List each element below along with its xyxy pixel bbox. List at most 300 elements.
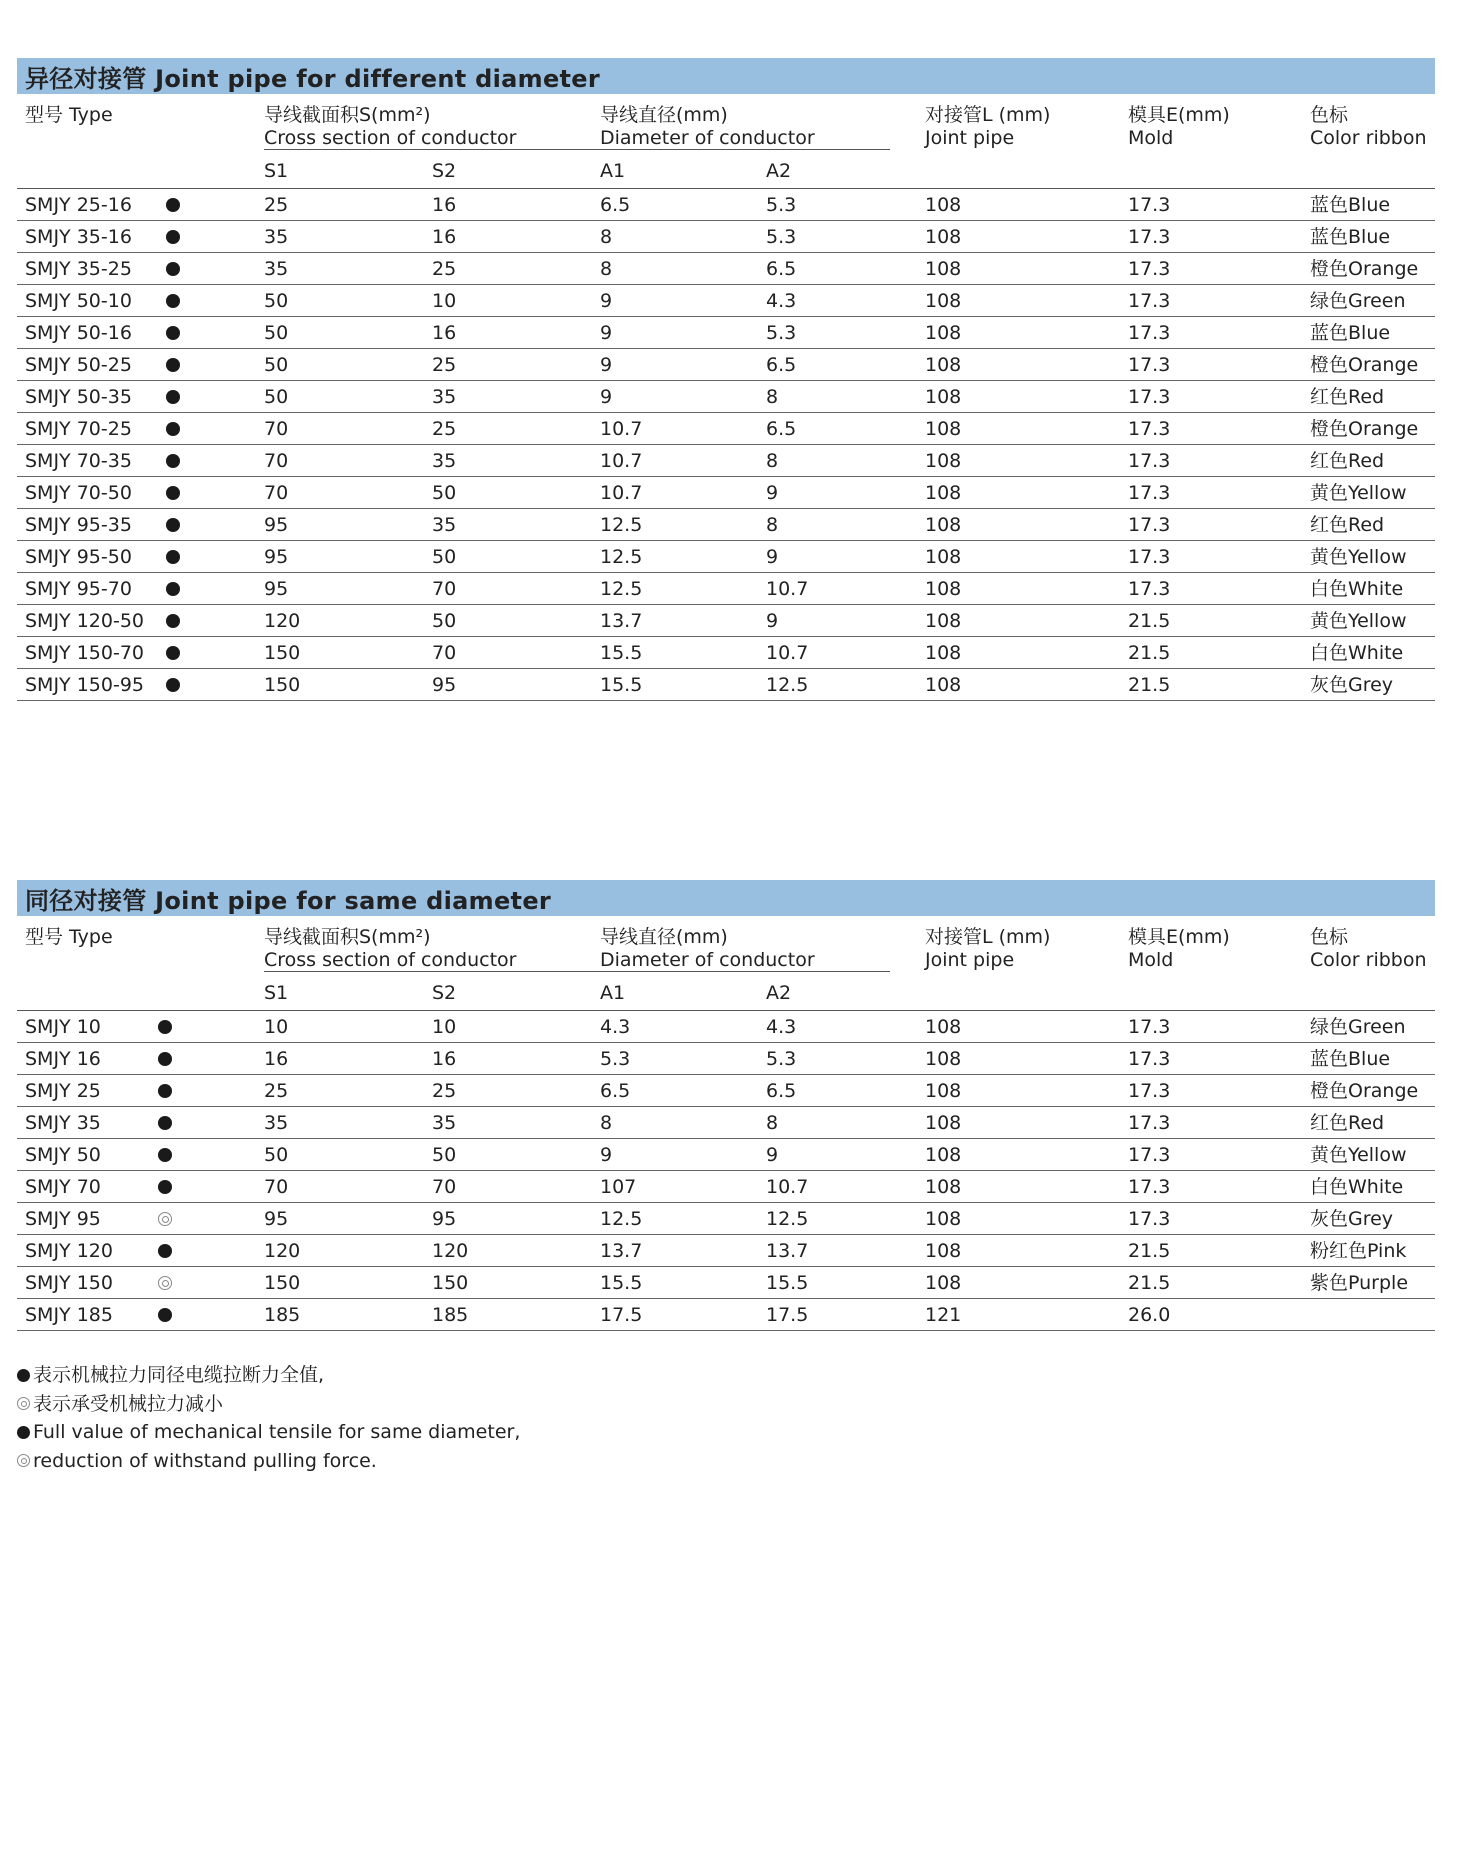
cell-type: SMJY 95-50: [25, 546, 132, 568]
filled-dot-icon: [17, 1426, 30, 1439]
cell-color: 橙色Orange: [1310, 354, 1419, 376]
cell-l: 108: [925, 674, 962, 696]
filled-dot-icon: [166, 390, 180, 404]
cell-a1: 12.5: [600, 546, 643, 568]
cell-s2: 120: [432, 1240, 469, 1262]
cell-color: 黄色Yellow: [1310, 482, 1407, 504]
cell-s2: 70: [432, 642, 457, 664]
cell-a1: 17.5: [600, 1304, 643, 1326]
filled-dot-icon: [166, 678, 180, 692]
cell-s1: 16: [264, 1048, 289, 1070]
table-row: [17, 1203, 1435, 1235]
cell-e: 17.3: [1128, 450, 1171, 472]
cell-type: SMJY 120-50: [25, 610, 145, 632]
cell-e: 17.3: [1128, 514, 1171, 536]
cell-a1: 6.5: [600, 1080, 631, 1102]
cell-s2: 25: [432, 354, 457, 376]
section-different-diameter: [17, 58, 1435, 701]
cell-type: SMJY 35-25: [25, 258, 132, 280]
cell-l: 108: [925, 514, 962, 536]
table-row: [17, 1139, 1435, 1171]
header-joint-pipe: [925, 926, 1050, 972]
cell-s1: 70: [264, 1176, 289, 1198]
cell-e: 17.3: [1128, 1048, 1171, 1070]
cell-s1: 150: [264, 1272, 301, 1294]
filled-dot-icon: [166, 358, 180, 372]
cell-l: 108: [925, 642, 962, 664]
cell-s2: 16: [432, 1048, 457, 1070]
cell-a2: 5.3: [766, 194, 797, 216]
cell-a1: 4.3: [600, 1016, 631, 1038]
header-s1: S1: [264, 160, 289, 182]
cell-type: SMJY 150-95: [25, 674, 145, 696]
filled-dot-icon: [166, 198, 180, 212]
cell-e: 21.5: [1128, 1240, 1171, 1262]
table-row: [17, 349, 1435, 381]
table-row: [17, 445, 1435, 477]
filled-dot-icon: [166, 262, 180, 276]
cell-s2: 50: [432, 546, 457, 568]
cell-a1: 5.3: [600, 1048, 631, 1070]
filled-dot-icon: [166, 326, 180, 340]
cell-color: 橙色Orange: [1310, 1080, 1419, 1102]
cell-s2: 25: [432, 418, 457, 440]
section-title: 异径对接管 Joint pipe for different diameter: [17, 58, 1435, 94]
filled-dot-icon: [158, 1020, 172, 1034]
cell-a2: 15.5: [766, 1272, 809, 1294]
cell-type: SMJY 16: [25, 1048, 101, 1070]
cell-color: 黄色Yellow: [1310, 546, 1407, 568]
filled-dot-icon: [166, 294, 180, 308]
cell-l: 108: [925, 578, 962, 600]
cell-e: 17.3: [1128, 418, 1171, 440]
cell-e: 17.3: [1128, 322, 1171, 344]
header-color: [1310, 104, 1427, 150]
cell-e: 17.3: [1128, 386, 1171, 408]
cell-color: 红色Red: [1310, 514, 1385, 536]
header-cross-cn: 导线截面积S(mm²): [264, 926, 431, 948]
cell-s2: 95: [432, 1208, 457, 1230]
cell-s2: 16: [432, 226, 457, 248]
cell-type: SMJY 95: [25, 1208, 101, 1230]
cell-s2: 70: [432, 1176, 457, 1198]
section-same-diameter: [17, 880, 1435, 1331]
cell-type: SMJY 50: [25, 1144, 101, 1166]
cell-a2: 4.3: [766, 1016, 797, 1038]
double-circle-icon: [17, 1397, 30, 1410]
table-row: [17, 1299, 1435, 1331]
cell-type: SMJY 70: [25, 1176, 101, 1198]
cell-a1: 10.7: [600, 450, 643, 472]
cell-s2: 50: [432, 482, 457, 504]
legend-text: 表示承受机械拉力减小: [33, 1392, 224, 1415]
cell-s2: 50: [432, 1144, 457, 1166]
header-diam-en: Diameter of conductor: [600, 127, 815, 149]
cell-color: 紫色Purple: [1310, 1272, 1409, 1294]
cell-type: SMJY 120: [25, 1240, 113, 1262]
cell-a2: 5.3: [766, 226, 797, 248]
cell-l: 108: [925, 258, 962, 280]
cell-type: SMJY 50-10: [25, 290, 132, 312]
double-circle-icon: [158, 1276, 172, 1290]
table-row: [17, 1011, 1435, 1043]
cell-type: SMJY 95-35: [25, 514, 132, 536]
cell-type: SMJY 25: [25, 1080, 101, 1102]
cell-s2: 16: [432, 194, 457, 216]
cell-s1: 25: [264, 1080, 289, 1102]
cell-type: SMJY 150: [25, 1272, 113, 1294]
subheader-divider: [264, 149, 890, 150]
header-diam-cn: 导线直径(mm): [600, 104, 728, 126]
cell-color: 白色White: [1310, 578, 1404, 600]
cell-s1: 70: [264, 418, 289, 440]
cell-l: 108: [925, 1080, 962, 1102]
cell-s1: 50: [264, 386, 289, 408]
cell-a1: 10.7: [600, 482, 643, 504]
cell-s1: 95: [264, 578, 289, 600]
header-mold: [1128, 104, 1230, 150]
cell-type: SMJY 70-50: [25, 482, 132, 504]
cell-type: SMJY 185: [25, 1304, 113, 1326]
cell-type: SMJY 70-25: [25, 418, 132, 440]
table-body: [17, 189, 1435, 701]
cell-s1: 120: [264, 610, 301, 632]
table-row: [17, 413, 1435, 445]
cell-a1: 8: [600, 226, 613, 248]
header-color-en: Color ribbon: [1310, 949, 1427, 971]
cell-a1: 12.5: [600, 578, 643, 600]
cell-e: 17.3: [1128, 482, 1171, 504]
cell-a2: 6.5: [766, 418, 797, 440]
cell-type: SMJY 50-16: [25, 322, 132, 344]
cell-s1: 95: [264, 546, 289, 568]
cell-type: SMJY 70-35: [25, 450, 132, 472]
cell-l: 108: [925, 1112, 962, 1134]
cell-l: 108: [925, 322, 962, 344]
cell-color: 橙色Orange: [1310, 418, 1419, 440]
cell-l: 108: [925, 1016, 962, 1038]
header-mold-cn: 模具E(mm): [1128, 104, 1230, 126]
cell-l: 108: [925, 1240, 962, 1262]
cell-e: 26.0: [1128, 1304, 1171, 1326]
cell-a2: 8: [766, 450, 779, 472]
header-cross-cn: 导线截面积S(mm²): [264, 104, 431, 126]
cell-a1: 9: [600, 1144, 613, 1166]
cell-s1: 50: [264, 1144, 289, 1166]
cell-s1: 50: [264, 322, 289, 344]
header-diameter: [600, 926, 815, 972]
cell-a2: 9: [766, 546, 779, 568]
cell-a2: 10.7: [766, 1176, 809, 1198]
legend-line: [17, 1418, 520, 1447]
filled-dot-icon: [166, 230, 180, 244]
cell-l: 108: [925, 1144, 962, 1166]
section-title: 同径对接管 Joint pipe for same diameter: [17, 880, 1435, 916]
cell-s1: 35: [264, 258, 289, 280]
cell-s2: 150: [432, 1272, 469, 1294]
header-type: 型号 Type: [25, 926, 113, 948]
cell-a2: 6.5: [766, 258, 797, 280]
cell-a2: 9: [766, 610, 779, 632]
cell-s1: 95: [264, 1208, 289, 1230]
table-row: [17, 477, 1435, 509]
cell-a2: 4.3: [766, 290, 797, 312]
filled-dot-icon: [158, 1308, 172, 1322]
table-header: [17, 94, 1435, 189]
legend-line: [17, 1390, 520, 1419]
cell-a1: 9: [600, 290, 613, 312]
filled-dot-icon: [166, 582, 180, 596]
cell-l: 108: [925, 418, 962, 440]
header-diameter: [600, 104, 815, 150]
table-row: [17, 221, 1435, 253]
cell-type: SMJY 50-25: [25, 354, 132, 376]
table-row: [17, 541, 1435, 573]
table-body: [17, 1011, 1435, 1331]
cell-e: 17.3: [1128, 1112, 1171, 1134]
cell-l: 108: [925, 354, 962, 376]
cell-s1: 50: [264, 354, 289, 376]
filled-dot-icon: [158, 1052, 172, 1066]
double-circle-icon: [158, 1212, 172, 1226]
cell-a1: 15.5: [600, 674, 643, 696]
cell-s2: 185: [432, 1304, 469, 1326]
header-cross-en: Cross section of conductor: [264, 127, 517, 149]
cell-a1: 6.5: [600, 194, 631, 216]
double-circle-icon: [17, 1454, 30, 1467]
cell-a1: 15.5: [600, 1272, 643, 1294]
header-s2: S2: [432, 160, 457, 182]
filled-dot-icon: [158, 1148, 172, 1162]
subheader-divider: [264, 971, 890, 972]
cell-a1: 10.7: [600, 418, 643, 440]
header-a2: A2: [766, 982, 792, 1004]
filled-dot-icon: [166, 422, 180, 436]
legend-text: Full value of mechanical tensile for same diameter,: [33, 1421, 521, 1443]
cell-type: SMJY 10: [25, 1016, 101, 1038]
header-a2: A2: [766, 160, 792, 182]
cell-l: 108: [925, 1208, 962, 1230]
header-color-cn: 色标: [1310, 104, 1349, 126]
cell-color: 红色Red: [1310, 450, 1385, 472]
cell-color: 绿色Green: [1310, 1016, 1406, 1038]
cell-l: 108: [925, 482, 962, 504]
legend-text: 表示机械拉力同径电缆拉断力全值,: [33, 1364, 325, 1386]
cell-a1: 8: [600, 1112, 613, 1134]
cell-a1: 9: [600, 386, 613, 408]
cell-e: 21.5: [1128, 674, 1171, 696]
cell-color: 白色White: [1310, 1176, 1404, 1198]
cell-s1: 120: [264, 1240, 301, 1262]
cell-e: 17.3: [1128, 1176, 1171, 1198]
cell-e: 17.3: [1128, 1016, 1171, 1038]
filled-dot-icon: [158, 1116, 172, 1130]
cell-e: 17.3: [1128, 354, 1171, 376]
header-joint-cn: 对接管L (mm): [925, 104, 1051, 126]
cell-color: 灰色Grey: [1310, 1208, 1394, 1230]
cell-l: 108: [925, 1048, 962, 1070]
cell-s1: 35: [264, 226, 289, 248]
cell-color: 红色Red: [1310, 386, 1385, 408]
header-a1: A1: [600, 160, 626, 182]
cell-color: 橙色Orange: [1310, 258, 1419, 280]
cell-a2: 9: [766, 482, 779, 504]
cell-s1: 95: [264, 514, 289, 536]
cell-type: SMJY 25-16: [25, 194, 132, 216]
cell-e: 17.3: [1128, 258, 1171, 280]
header-mold: [1128, 926, 1230, 972]
cell-l: 108: [925, 450, 962, 472]
cell-color: 蓝色Blue: [1310, 226, 1391, 248]
table-row: [17, 1171, 1435, 1203]
cell-l: 108: [925, 1272, 962, 1294]
cell-e: 17.3: [1128, 1080, 1171, 1102]
cell-s1: 150: [264, 642, 301, 664]
header-color-cn: 色标: [1310, 926, 1349, 948]
table-row: [17, 1075, 1435, 1107]
table-row: [17, 509, 1435, 541]
header-color-en: Color ribbon: [1310, 127, 1427, 149]
cell-s2: 10: [432, 1016, 457, 1038]
cell-a2: 12.5: [766, 1208, 809, 1230]
filled-dot-icon: [166, 486, 180, 500]
cell-color: 蓝色Blue: [1310, 322, 1391, 344]
cell-s1: 70: [264, 450, 289, 472]
cell-a2: 10.7: [766, 578, 809, 600]
cell-l: 108: [925, 226, 962, 248]
table-row: [17, 573, 1435, 605]
cell-a1: 13.7: [600, 610, 643, 632]
legend: [17, 1361, 520, 1475]
legend-line: [17, 1447, 520, 1476]
cell-a2: 17.5: [766, 1304, 809, 1326]
cell-s1: 50: [264, 290, 289, 312]
header-mold-cn: 模具E(mm): [1128, 926, 1230, 948]
table-row: [17, 605, 1435, 637]
cell-e: 21.5: [1128, 610, 1171, 632]
cell-e: 17.3: [1128, 290, 1171, 312]
cell-s2: 70: [432, 578, 457, 600]
cell-a2: 10.7: [766, 642, 809, 664]
cell-s1: 10: [264, 1016, 289, 1038]
header-joint-en: Joint pipe: [925, 949, 1015, 971]
header-joint-pipe: [925, 104, 1050, 150]
cell-s2: 50: [432, 610, 457, 632]
filled-dot-icon: [158, 1244, 172, 1258]
cell-a1: 12.5: [600, 514, 643, 536]
cell-a2: 8: [766, 1112, 779, 1134]
cell-color: 黄色Yellow: [1310, 610, 1407, 632]
table-row: [17, 285, 1435, 317]
cell-l: 108: [925, 546, 962, 568]
cell-s2: 35: [432, 514, 457, 536]
cell-l: 121: [925, 1304, 962, 1326]
cell-a2: 9: [766, 1144, 779, 1166]
header-cross-section: [264, 926, 517, 972]
cell-s1: 25: [264, 194, 289, 216]
cell-s2: 35: [432, 386, 457, 408]
cell-e: 17.3: [1128, 1208, 1171, 1230]
cell-l: 108: [925, 610, 962, 632]
table-row: [17, 1043, 1435, 1075]
cell-type: SMJY 95-70: [25, 578, 132, 600]
header-cross-section: [264, 104, 517, 150]
table-row: [17, 637, 1435, 669]
cell-a1: 12.5: [600, 1208, 643, 1230]
header-diam-cn: 导线直径(mm): [600, 926, 728, 948]
cell-color: 绿色Green: [1310, 290, 1406, 312]
cell-s2: 35: [432, 1112, 457, 1134]
cell-a2: 5.3: [766, 322, 797, 344]
cell-color: 蓝色Blue: [1310, 1048, 1391, 1070]
cell-s2: 95: [432, 674, 457, 696]
header-type: 型号 Type: [25, 104, 113, 126]
filled-dot-icon: [158, 1084, 172, 1098]
cell-s1: 70: [264, 482, 289, 504]
cell-s2: 16: [432, 322, 457, 344]
cell-a2: 6.5: [766, 354, 797, 376]
cell-e: 21.5: [1128, 642, 1171, 664]
header-color: [1310, 926, 1427, 972]
filled-dot-icon: [17, 1369, 30, 1382]
header-joint-en: Joint pipe: [925, 127, 1015, 149]
cell-s2: 10: [432, 290, 457, 312]
filled-dot-icon: [166, 518, 180, 532]
cell-e: 17.3: [1128, 546, 1171, 568]
header-s1: S1: [264, 982, 289, 1004]
legend-line: [17, 1361, 520, 1390]
cell-a1: 15.5: [600, 642, 643, 664]
table-row: [17, 317, 1435, 349]
table-row: [17, 1107, 1435, 1139]
cell-a1: 8: [600, 258, 613, 280]
cell-e: 17.3: [1128, 1144, 1171, 1166]
header-cross-en: Cross section of conductor: [264, 949, 517, 971]
cell-type: SMJY 35: [25, 1112, 101, 1134]
table-row: [17, 189, 1435, 221]
cell-s2: 25: [432, 258, 457, 280]
filled-dot-icon: [158, 1180, 172, 1194]
filled-dot-icon: [166, 614, 180, 628]
cell-l: 108: [925, 290, 962, 312]
table-row: [17, 1235, 1435, 1267]
cell-a2: 6.5: [766, 1080, 797, 1102]
table-row: [17, 253, 1435, 285]
filled-dot-icon: [166, 454, 180, 468]
cell-color: 黄色Yellow: [1310, 1144, 1407, 1166]
cell-a1: 107: [600, 1176, 637, 1198]
header-s2: S2: [432, 982, 457, 1004]
header-a1: A1: [600, 982, 626, 1004]
cell-s2: 35: [432, 450, 457, 472]
cell-l: 108: [925, 1176, 962, 1198]
cell-a2: 8: [766, 386, 779, 408]
table-header: [17, 916, 1435, 1011]
table-row: [17, 381, 1435, 413]
cell-s1: 185: [264, 1304, 301, 1326]
cell-color: 粉红色Pink: [1310, 1240, 1407, 1262]
legend-text: reduction of withstand pulling force.: [33, 1449, 377, 1472]
cell-type: SMJY 150-70: [25, 642, 145, 664]
cell-color: 红色Red: [1310, 1112, 1385, 1134]
cell-a1: 9: [600, 354, 613, 376]
cell-color: 白色White: [1310, 642, 1404, 664]
cell-s1: 35: [264, 1112, 289, 1134]
cell-a2: 13.7: [766, 1240, 809, 1262]
cell-l: 108: [925, 194, 962, 216]
cell-s2: 25: [432, 1080, 457, 1102]
table-row: [17, 1267, 1435, 1299]
